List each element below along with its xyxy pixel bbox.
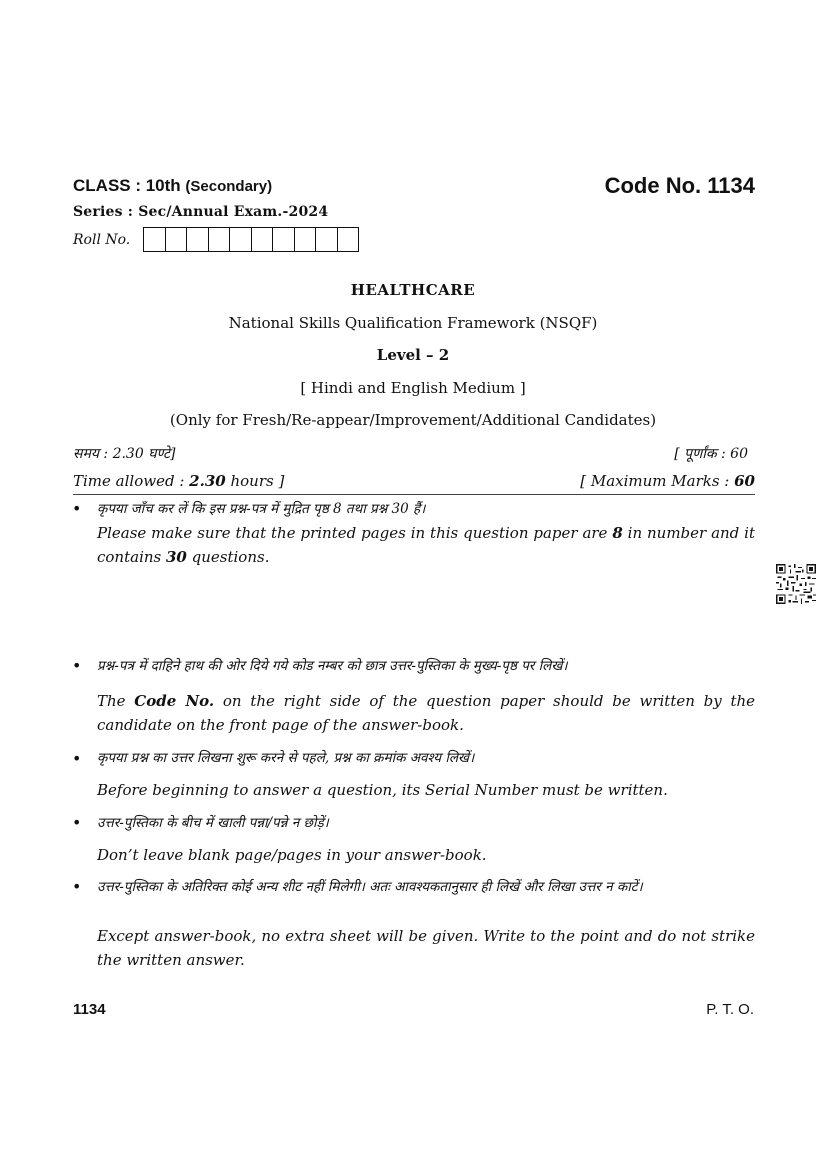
time-value: 2.30 [189, 472, 226, 490]
bullet-icon: • [72, 499, 82, 518]
instruction-4-english: Don’t leave blank page/pages in your answer-book. [97, 846, 487, 864]
instruction-2-english [97, 689, 755, 737]
instruction-5-english: Except answer-book, no extra sheet will be given. Write to the point and do not strike the written answer. [97, 927, 755, 969]
marks-prefix: [ Maximum Marks : [580, 472, 735, 490]
subject-title: HEALTHCARE [350, 281, 476, 299]
roll-box[interactable] [209, 228, 231, 251]
qr-code-icon [776, 564, 816, 604]
roll-box[interactable] [187, 228, 209, 251]
maximum-marks-hindi: [ पूर्णांक : 60 [674, 446, 748, 462]
divider-line [73, 494, 755, 495]
roll-box[interactable] [316, 228, 338, 251]
roll-box[interactable] [252, 228, 274, 251]
code-number: Code No. 1134 [604, 173, 755, 198]
time-allowed-hindi: समय : 2.30 घण्टे] [73, 446, 176, 462]
instruction-2-hindi: प्रश्न-पत्र में दाहिने हाथ की ओर दिये गये कोड नम्बर को छात्र उत्तर-पुस्तिका के मुख्य-पृष्ठ पर लिखें। [97, 658, 568, 674]
roll-box[interactable] [144, 228, 166, 251]
bullet-icon: • [72, 877, 82, 896]
bullet-icon: • [72, 749, 82, 768]
time-prefix: Time allowed : [73, 472, 190, 490]
pto-label: P. T. O. [706, 1001, 754, 1018]
page-count: 8 [612, 524, 623, 542]
roll-number-label: Roll No. [73, 232, 131, 248]
time-suffix: hours ] [225, 472, 285, 490]
instruction-1-text-a: Please make sure that the printed pages in this question paper are [97, 524, 613, 542]
bullet-icon: • [72, 656, 82, 675]
candidates-line: (Only for Fresh/Re-appear/Improvement/Additional Candidates) [169, 411, 657, 429]
instruction-1-text-c: questions. [186, 548, 270, 566]
instruction-1-text-b: in number and it contains [97, 524, 755, 566]
roll-box[interactable] [295, 228, 317, 251]
instruction-3-hindi: कृपया प्रश्न का उत्तर लिखना शुरू करने से पहले, प्रश्न का क्रमांक अवश्य लिखें। [97, 750, 475, 766]
instruction-4-hindi: उत्तर-पुस्तिका के बीच में खाली पन्ना/पन्ने न छोड़ें। [97, 815, 329, 831]
roll-box[interactable] [338, 228, 359, 251]
roll-number-boxes[interactable] [143, 227, 359, 252]
time-allowed [73, 472, 284, 490]
class-sub-text: (Secondary) [185, 178, 273, 195]
series-label: Series : Sec/Annual Exam.-2024 [73, 204, 329, 220]
roll-box[interactable] [166, 228, 188, 251]
instruction-5-hindi: उत्तर-पुस्तिका के अतिरिक्त कोई अन्य शीट नहीं मिलेगी। अतः आवश्यकतानुसार ही लिखें और लिखा उत्तर न काटें। [97, 879, 643, 895]
class-text: CLASS : 10th [73, 176, 181, 195]
level-line: Level – 2 [376, 346, 450, 364]
instruction-2-text-b: on the right side of the question paper should be written by the candidate on the front page of the answer-book. [97, 692, 756, 734]
roll-box[interactable] [273, 228, 295, 251]
medium-line: [ Hindi and English Medium ] [300, 379, 526, 397]
roll-box[interactable] [230, 228, 252, 251]
marks-value: 60 [734, 472, 755, 490]
framework-line: National Skills Qualification Framework (NSQF) [228, 314, 598, 332]
code-no-emphasis: Code No. [134, 692, 215, 710]
class-label [73, 176, 272, 196]
bullet-icon: • [72, 813, 82, 832]
instruction-1-hindi: कृपया जाँच कर लें कि इस प्रश्न-पत्र में मुद्रित पृष्ठ 8 तथा प्रश्न 30 हैं। [97, 501, 426, 517]
footer-code: 1134 [73, 1001, 106, 1018]
instruction-1-english [97, 521, 755, 569]
maximum-marks [580, 472, 755, 490]
instruction-2-text-a: The [97, 692, 135, 710]
question-count: 30 [166, 548, 187, 566]
instruction-3-english: Before beginning to answer a question, its Serial Number must be written. [97, 781, 668, 799]
